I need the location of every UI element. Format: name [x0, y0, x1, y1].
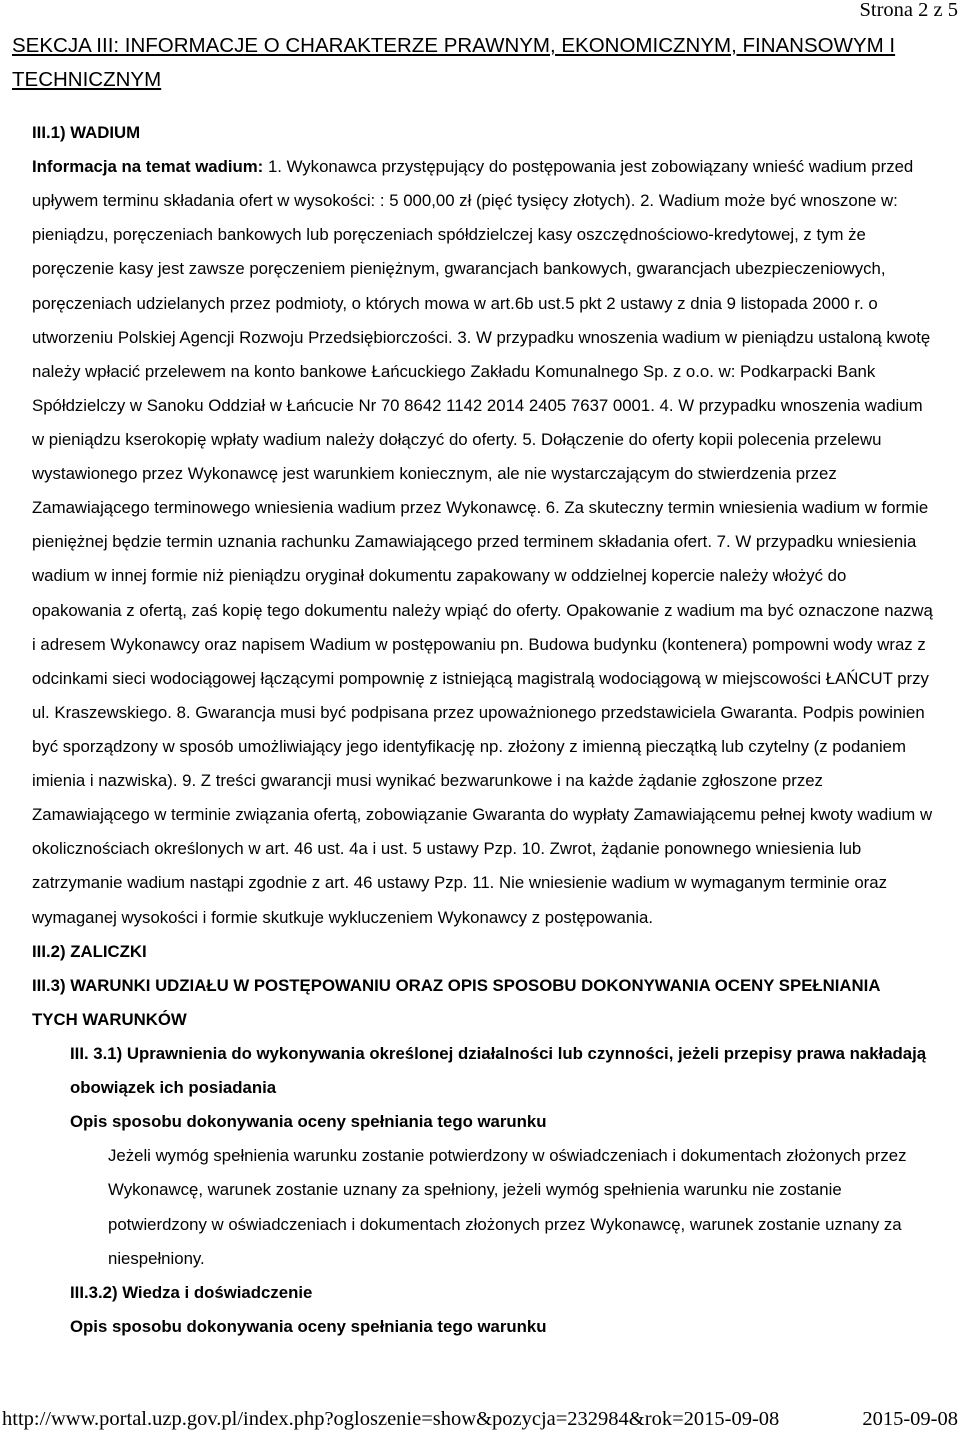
section-title-line: TECHNICZNYM [12, 68, 162, 91]
uprawnienia-heading-line: III. 3.1) Uprawnienia do wykonywania określonej działalności lub czynności, jeżeli przepisy prawa nakładają [70, 1043, 927, 1063]
wadium-text-line: wystawionego przez Wykonawcę jest warunkiem koniecznym, ale nie wystarczającym do stwierdzenia przez [32, 464, 837, 484]
wadium-info-label: Informacja na temat wadium: [32, 157, 264, 177]
wadium-text-line: w pieniądzu kserokopię wpłaty wadium należy dołączyć do oferty. 5. Dołączenie do oferty kopii polecenia przelewu [32, 429, 882, 449]
wadium-text-line: 1. Wykonawca przystępujący do postępowania jest zobowiązany wnieść wadium przed [267, 157, 914, 177]
section-title-line: SEKCJA III: INFORMACJE O CHARAKTERZE PRAWNYM, EKONOMICZNYM, FINANSOWYM I [12, 34, 896, 57]
wadium-text-line: opakowania z ofertą, zaś kopię tego dokumentu należy wpiąć do oferty. Opakowanie z wadium ma być oznaczone nazwą [32, 600, 933, 620]
warunki-heading-line: TYCH WARUNKÓW [32, 1009, 187, 1029]
wadium-text-line: należy wpłacić przelewem na konto bankowe Łańcuckiego Zakładu Komunalnego Sp. z o.o. w: Podkarpacki Bank [32, 361, 876, 381]
wadium-heading: III.1) WADIUM [32, 123, 141, 142]
uprawnienia-opis-label: Opis sposobu dokonywania oceny spełniania tego warunku [70, 1112, 547, 1132]
wadium-text-line: ul. Kraszewskiego. 8. Gwarancja musi być podpisana przez upoważnionego przedstawiciela Gwaranta. Podpis powinien [32, 702, 925, 722]
wadium-text-line: odcinkami sieci wodociągowej łączącymi pompownię z istniejącą magistralą wodociągową w miejscowości ŁAŃCUT przy [32, 668, 929, 688]
wadium-text-line: pieniężnej będzie termin uznania rachunku Zamawiającego przed terminem składania ofert. 7. W przypadku wniesienia [32, 532, 917, 552]
page-number: Strona 2 z 5 [859, 0, 958, 21]
wiedza-heading: III.3.2) Wiedza i doświadczenie [70, 1282, 313, 1302]
wadium-text-line: Zamawiającego terminowego wniesienia wadium przez Wykonawcę. 6. Za skuteczny termin wniesienia wadium w formie [32, 498, 929, 518]
wadium-info-line [0, 150, 960, 184]
wadium-text-line: imienia i nazwiska). 9. Z treści gwarancji musi wynikać bezwarunkowe i na każde żądanie zgłoszone przez [32, 771, 823, 791]
wadium-text-line: i adresem Wykonawcy oraz napisem Wadium w postępowaniu pn. Budowa budynku (kontenera) pompowni wody wraz z [32, 634, 926, 654]
wadium-text-line: wymaganej wysokości i formie skutkuje wykluczeniem Wykonawcy z postępowania. [32, 907, 653, 927]
section-title [12, 29, 895, 97]
uprawnienia-opis-line: Jeżeli wymóg spełnienia warunku zostanie potwierdzony w oświadczeniach i dokumentach złożonych przez [108, 1146, 907, 1166]
uprawnienia-opis-line: Wykonawcę, warunek zostanie uznany za spełniony, jeżeli wymóg spełnienia warunku nie zostanie [108, 1180, 842, 1200]
warunki-heading-line: III.3) WARUNKI UDZIAŁU W POSTĘPOWANIU ORAZ OPIS SPOSOBU DOKONYWANIA OCENY SPEŁNIANIA [32, 975, 881, 995]
wadium-text-line: zatrzymanie wadium nastąpi zgodnie z art. 46 ustawy Pzp. 11. Nie wniesienie wadium w wymaganym terminie oraz [32, 873, 887, 893]
footer-url: http://www.portal.uzp.gov.pl/index.php?ogloszenie=show&pozycja=232984&rok=2015-09-08 [2, 1408, 780, 1430]
uprawnienia-opis-line: niespełniony. [108, 1248, 205, 1268]
wadium-text-line: utworzeniu Polskiej Agencji Rozwoju Przedsiębiorczości. 3. W przypadku wnoszenia wadium w pieniądzu ustaloną kwotę [32, 327, 931, 347]
wadium-text-line: być sporządzony w sposób umożliwiający jego identyfikację np. złożony z imienną pieczątką lub czytelny (z podaniem [32, 736, 906, 756]
wadium-text-line: poręczeniach udzielanych przez podmioty, o których mowa w art.6b ust.5 pkt 2 ustawy z dnia 9 listopada 2000 r. o [32, 293, 878, 313]
wadium-text-line: Zamawiającego w terminie związania ofertą, zobowiązanie Gwaranta do wypłaty Zamawiającemu pełnej kwoty wadium w [32, 805, 933, 825]
wadium-text-line: pieniądzu, poręczeniach bankowych lub poręczeniach spółdzielczej kasy oszczędnościowo-kredytowej, z tym że [32, 225, 866, 245]
wadium-text-line: wadium w innej formie niż pieniądzu oryginał dokumentu zapakowany w oddzielnej kopercie należy włożyć do [32, 566, 847, 586]
uprawnienia-heading-line: obowiązek ich posiadania [70, 1078, 277, 1098]
footer-date: 2015-09-08 [862, 1408, 958, 1430]
wiedza-opis-label: Opis sposobu dokonywania oceny spełniania tego warunku [70, 1316, 547, 1336]
document-body [0, 116, 960, 1344]
wadium-text-line: Spółdzielczy w Sanoku Oddział w Łańcucie Nr 70 8642 1142 2014 2405 7637 0001. 4. W przypadku wnoszenia wadium [32, 395, 923, 415]
wadium-text-line: poręczenie kasy jest zawsze poręczeniem pieniężnym, gwarancjach bankowych, gwarancjach ubezpieczeniowych, [32, 259, 886, 279]
wadium-text-line: upływem terminu składania ofert w wysokości: : 5 000,00 zł (pięć tysięcy złotych). 2. Wadium może być wnoszone w: [32, 191, 898, 211]
zaliczki-heading: III.2) ZALICZKI [32, 941, 147, 961]
uprawnienia-opis-line: potwierdzony w oświadczeniach i dokumentach złożonych przez Wykonawcę, warunek zostanie uznany za [108, 1214, 902, 1234]
wadium-text-line: okolicznościach określonych w art. 46 ust. 4a i ust. 5 ustawy Pzp. 10. Zwrot, żądanie ponownego wniesienia lub [32, 839, 862, 859]
